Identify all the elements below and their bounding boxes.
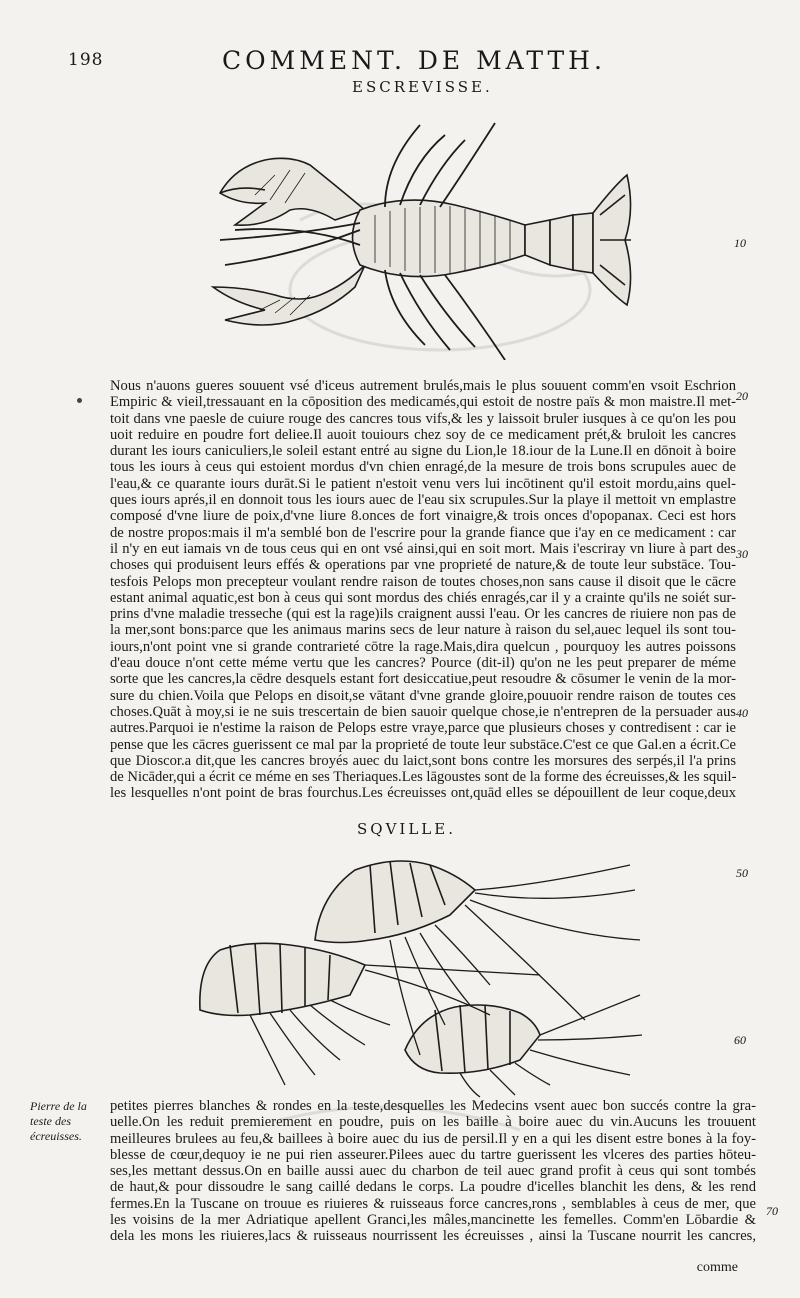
margin-note	[30, 1099, 102, 1144]
text-line: que Dioscor.a dit,que les cancres broyés auec du laict,sont bons contre les morsures des serpés,il l'a prins	[110, 752, 736, 769]
text-line: uelle.On les reduit premierement en poudre, puis on les baille à boire auec du vin.Aucuns les trouuent	[110, 1114, 756, 1131]
page-number: 198	[68, 50, 104, 70]
text-line: Nous n'auons gueres souuent vsé d'iceus autrement brulés,mais le plus souuent comm'en vsoit Eschrion	[110, 378, 736, 394]
line-number: 20	[736, 389, 748, 403]
line-number: 30	[736, 547, 748, 561]
line-number: 10	[734, 236, 746, 250]
text-line: estant animal aquatic,est bon à ceus qui sont mordus des chiés enragés,car il y a crainte qu'ils ne soiét sur-	[110, 589, 736, 606]
line-number: 40	[736, 706, 748, 720]
text-line: meilleures brulees au feu,& baillees à boire auec du ius de persil.Il y en a qui les disent estre bones à la foy-	[110, 1130, 756, 1147]
text-line: autres.Parquoi ie n'estime la raison de Pelops estre vraye,parce que plusieurs choses y contredisent : car ie	[110, 720, 736, 737]
text-block-second	[110, 1098, 756, 1245]
text-line: toit dans vne paesle de cuiure rouge des cancres tous vifs,& les y laissoit bruler iusques à ce qu'on les pou	[110, 410, 736, 427]
text-line: Empiric & vieil,tressauant en la cōposition des medicamés,qui estoit de nostre païs & mon maistre.Il met-	[110, 394, 736, 411]
text-line: les lesquelles n'ont point de bras fourchus.Les écreuisses ont,quād elles se dépouillent de leur coque,deux	[110, 785, 736, 802]
margin-note-line: Pierre de la	[30, 1099, 87, 1113]
lobster-illustration	[195, 115, 635, 360]
catchword: comme	[696, 1260, 738, 1275]
text-line: sorte que les cancres,la cēdre desquels estant fort desiccatiue,peut resoudre & cōsumer le venin de la mor-	[110, 671, 736, 688]
text-line: durant les iours caniculiers,le soleil estant entré au signe du Lion,le 18.iour de la Lune.Il en dōnoit à boire	[110, 443, 736, 460]
text-line: iours,n'ont point vne si grande contrarieté cōtre la rage.Mais,dira quelcun , pourquoy les autres poissons	[110, 638, 736, 655]
text-line: il n'y en eut iamais vn de tous ceus qui en ont vsé ainsi,qui en soit mort. Mais i'escriray vn liure à part des	[110, 540, 736, 557]
margin-note-line: teste des	[30, 1114, 71, 1128]
text-line: de Nicāder,qui a écrit ce méme en ses Theriaques.Les lāgoustes sont de la forme des écreuisses,& les squil-	[110, 769, 736, 786]
text-line: choses.Quāt à moy,si ie ne suis trescertain de bien sauoir quelque chose,ie n'entrepren de la persuader aus	[110, 703, 736, 720]
squill-illustration	[190, 845, 650, 1100]
text-line: prins d'vne maladie tresseche (qui est la rage)ils craignent aussi l'eau. Or les cancres de riuiere non pas de	[110, 606, 736, 623]
text-line: composé d'vne liure de poix,d'vne liure 8.onces de fort vinaigre,& trois onces d'opopanax. Ceci est hors	[110, 508, 736, 525]
text-line: sure du chien.Voila que Pelops en disoit,se vātant d'vne grande gloire,pouuoir rendre raison de toutes ces	[110, 687, 736, 704]
text-line: pense que les cācres guerissent ce mal par la proprieté de toute leur substāce.C'est ce que Gal.en a écrit.Ce	[110, 736, 736, 753]
text-line: les voisins de la mer Adriatique apellent Granci,les mâles,mancinette les femelles. Comm'en Lōbardie &	[110, 1212, 756, 1229]
text-line: fermes.En la Tuscane on trouue es riuieres & ruisseaus force cancres,rons , semblables à ceus de mer, que	[110, 1195, 756, 1212]
text-line: ses,les mettant dessus.On en baille aussi auec du charbon de teil auec grand profit à ceus qui sont tombés	[110, 1163, 756, 1180]
text-line: blesse de cœur,dequoy ie ne pui rien asseurer.Pilees auec du tartre guerissent les vlceres des parties hōteu-	[110, 1146, 756, 1163]
text-line: tous les iours à ceus qui estoient mordus d'vn chien enragé,de la mesure de trois bons scrupules auec de	[110, 459, 736, 476]
section-title-squille: SQVILLE.	[357, 820, 456, 838]
text-block-main	[110, 378, 736, 802]
section-title-escrevisse: ESCREVISSE.	[352, 78, 493, 96]
text-line: d'eau douce n'ont cette méme vertu que les cancres? Pource (dit-il) qu'on ne les peut preparer de méme	[110, 655, 736, 672]
text-line: tesfois Pelops mon precepteur voulant rendre raison de toutes choses,non sans cause il disoit que le cācre	[110, 573, 736, 590]
text-line: petites pierres blanches & rondes en la teste,desquelles les Medecins vsent auec bon succés contre la gra-	[110, 1098, 756, 1114]
ink-dot	[77, 398, 82, 403]
line-number: 60	[734, 1033, 746, 1047]
running-head: COMMENT. DE MATTH.	[222, 46, 606, 75]
margin-note-line: écreuisses.	[30, 1129, 82, 1143]
text-line: uoit reduire en poudre fort deliee.Il auoit touiours chez soy de ce medicament prét,& bruloit les cancres	[110, 426, 736, 443]
line-number: 70	[766, 1204, 778, 1218]
text-line: la mer,sont bons:parce que les animaus marins secs de leur nature à raison du sel,auec lequel ils sont tou-	[110, 622, 736, 639]
text-line: de nostre propos:mais il m'a semblé bon de l'escrire pour la grande fiance que i'ay en ce medicament : car	[110, 524, 736, 541]
text-line: dela les mons les riuieres,lacs & ruisseaus nourrissent les écreuisses , ainsi la Tuscane nourrit les cancres,	[110, 1228, 756, 1245]
text-line: l'eau,& ce quarante iours durāt.Si le patient n'estoit venu vers lui incōtinent qu'il estoit mordu,ains quel-	[110, 475, 736, 492]
text-line: de haut,& pour dissoudre le sang caillé dedans le corps. La poudre d'icelles blanchit les dens, & les rend	[110, 1179, 756, 1196]
text-line: choses qui produisent leurs effés & operations par vne proprieté de nature,& de toute leur substāce. Tou-	[110, 557, 736, 574]
line-number: 50	[736, 866, 748, 880]
text-line: ques iours aprés,il en donnoit tous les iours auec de l'eau six scrupules.Sur la playe il mettoit vn emplastre	[110, 492, 736, 509]
